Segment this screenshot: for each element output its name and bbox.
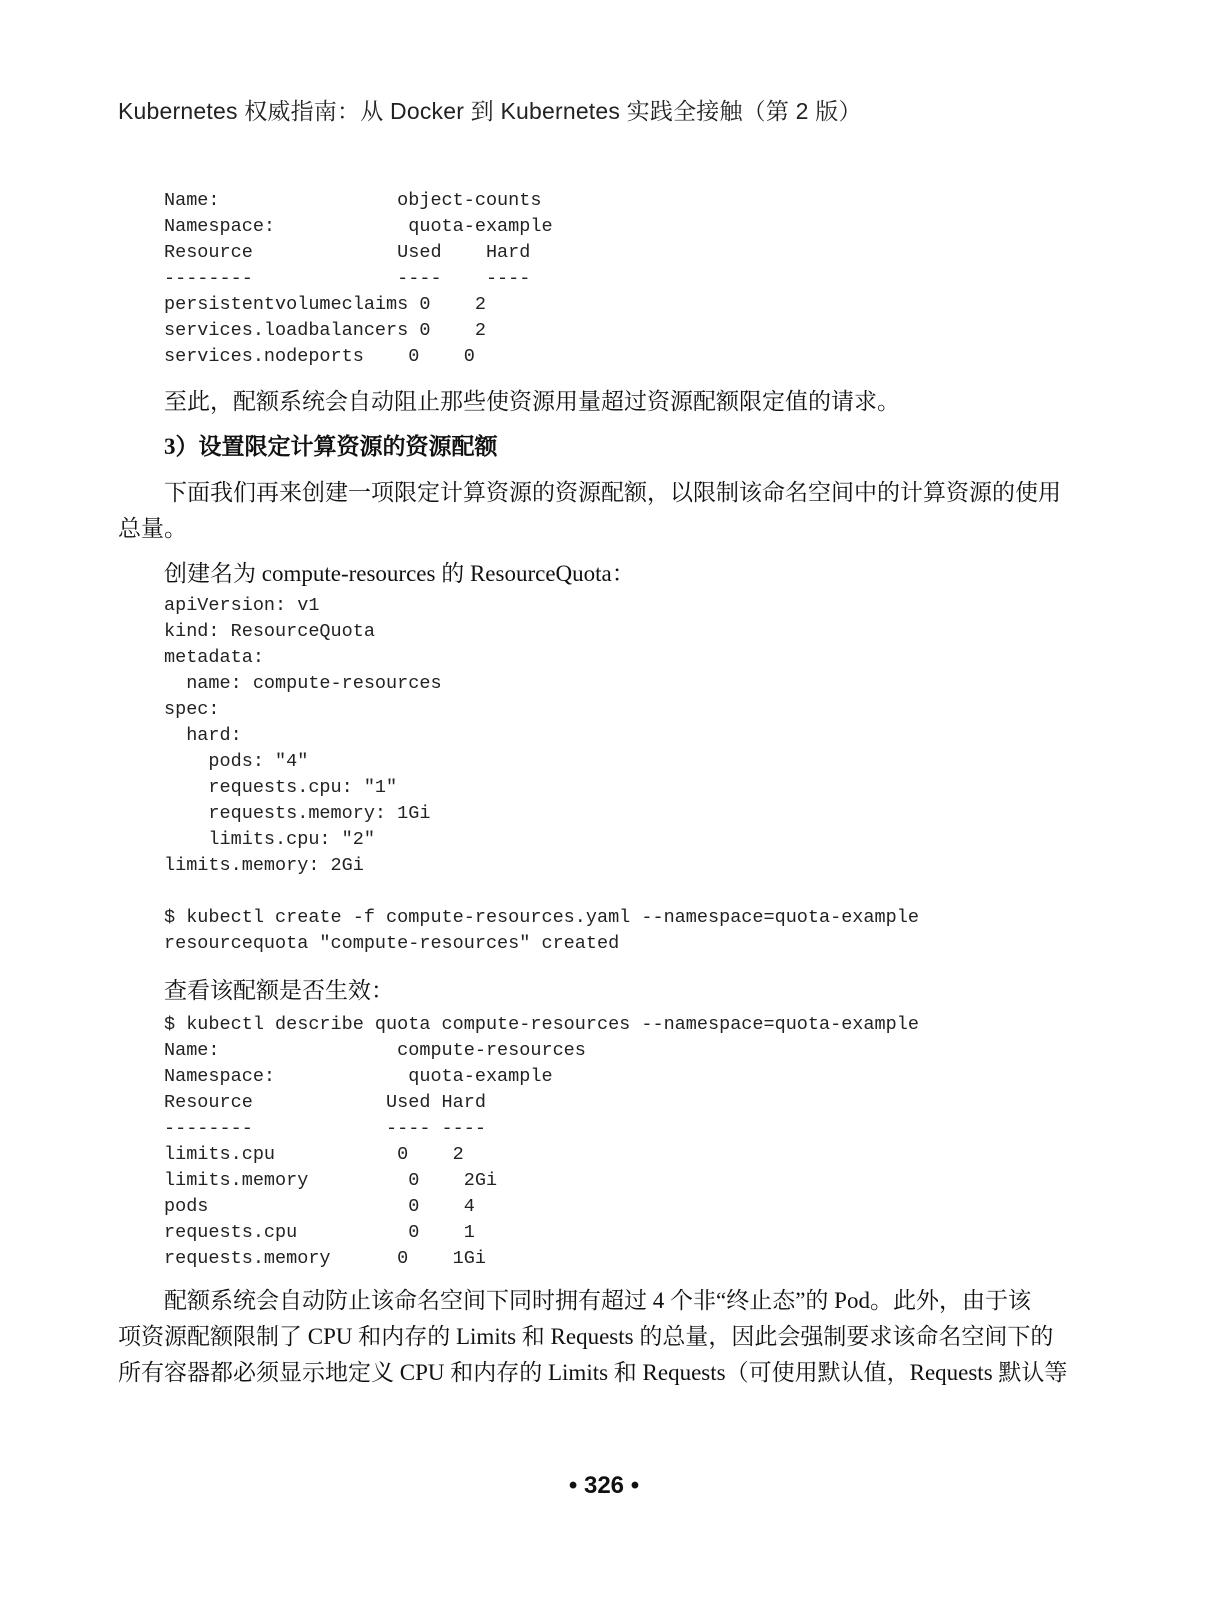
code-line [164, 879, 919, 905]
paragraph-quota-block: 至此，配额系统会自动阻止那些使资源用量超过资源配额限定值的请求。 [164, 389, 900, 414]
code-line: persistentvolumeclaims 0 2 [164, 294, 486, 315]
code-line: metadata: [164, 647, 264, 668]
code-line: hard: [164, 725, 242, 746]
code-line: limits.cpu 0 2 [164, 1144, 464, 1165]
section-heading: 3）设置限定计算资源的资源配额 [164, 434, 498, 459]
code-line: Resource Used Hard [164, 1092, 486, 1113]
code-line: Name: compute-resources [164, 1040, 586, 1061]
page-number: • 326 • [568, 1472, 640, 1499]
code-line: requests.cpu 0 1 [164, 1222, 475, 1243]
code-line: requests.memory: 1Gi [164, 803, 431, 824]
code-line: Namespace: quota-example [164, 216, 553, 237]
code-line: pods: "4" [164, 751, 309, 772]
code-block-describe-quota [164, 1012, 919, 1272]
code-line: limits.memory: 2Gi [164, 855, 364, 876]
code-line: name: compute-resources [164, 673, 442, 694]
paragraph-create-quota: 创建名为 compute-resources 的 ResourceQuota： [164, 561, 635, 586]
code-line: resourcequota "compute-resources" created [164, 933, 620, 954]
code-line: -------- ---- ---- [164, 268, 531, 289]
code-line: Namespace: quota-example [164, 1066, 553, 1087]
code-line: $ kubectl describe quota compute-resources --namespace=quota-example [164, 1014, 919, 1035]
code-line: apiVersion: v1 [164, 595, 320, 616]
running-header: Kubernetes 权威指南：从 Docker 到 Kubernetes 实践全接触（第 2 版） [118, 98, 862, 124]
paragraph-intro-line2: 总量。 [118, 516, 187, 541]
paragraph-check-quota: 查看该配额是否生效： [164, 978, 394, 1003]
paragraph-summary-line3: 所有容器都必须显示地定义 CPU 和内存的 Limits 和 Requests（可使用默认值，Requests 默认等 [118, 1360, 1068, 1385]
code-line: Resource Used Hard [164, 242, 531, 263]
code-line: limits.cpu: "2" [164, 829, 375, 850]
code-line: Name: object-counts [164, 190, 542, 211]
code-line: requests.cpu: "1" [164, 777, 398, 798]
code-line: -------- ---- ---- [164, 1118, 486, 1139]
paragraph-intro-line1: 下面我们再来创建一项限定计算资源的资源配额，以限制该命名空间中的计算资源的使用 [164, 480, 1061, 505]
code-line: pods 0 4 [164, 1196, 475, 1217]
code-block-compute-resources [164, 593, 919, 957]
code-line: services.loadbalancers 0 2 [164, 320, 486, 341]
code-line: requests.memory 0 1Gi [164, 1248, 486, 1269]
code-line: spec: [164, 699, 220, 720]
code-line: $ kubectl create -f compute-resources.yaml --namespace=quota-example [164, 907, 919, 928]
paragraph-summary-line2: 项资源配额限制了 CPU 和内存的 Limits 和 Requests 的总量，因此会强制要求该命名空间下的 [118, 1324, 1054, 1349]
code-block-object-counts [164, 188, 553, 370]
code-line: services.nodeports 0 0 [164, 346, 475, 367]
paragraph-summary-line1: 配额系统会自动防止该命名空间下同时拥有超过 4 个非“终止态”的 Pod。此外，由于该 [164, 1288, 1031, 1313]
code-line: limits.memory 0 2Gi [164, 1170, 498, 1191]
code-line: kind: ResourceQuota [164, 621, 375, 642]
